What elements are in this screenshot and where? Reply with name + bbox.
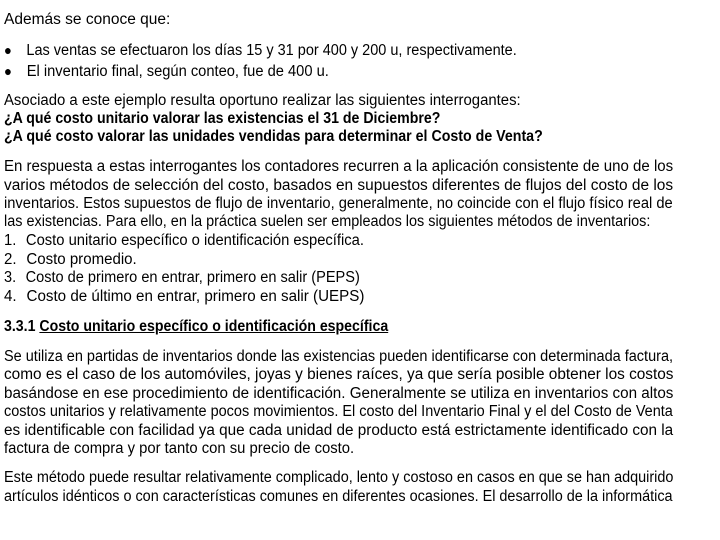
- section-title: Costo unitario específico o identificación específica: [39, 318, 389, 335]
- method-text: Costo unitario específico o identificación específica.: [25, 232, 364, 249]
- method-text: Costo promedio.: [26, 251, 137, 268]
- answer-line: inventarios. Estos supuestos de flujo de inventario, generalmente, no coincide con el flujo físico real de: [4, 195, 673, 212]
- questions-lead: Asociado a este ejemplo resulta oportuno realizar las siguientes interrogantes:: [4, 92, 521, 109]
- method-item: [4, 251, 137, 268]
- bullet-item: [4, 42, 517, 59]
- answer-line: las existencias. Para ello, en la práctica suelen ser empleados los siguientes métodos de inventarios:: [4, 213, 651, 230]
- paragraph-line: es identificable con facilidad ya que cada unidad de producto está estrictamente identificado con la: [4, 422, 674, 439]
- bullet-icon: ●: [4, 42, 12, 58]
- paragraph-line: costos unitarios y relativamente pocos movimientos. El costo del Inventario Final y el del Costo de Venta: [4, 403, 673, 420]
- answer-line: En respuesta a estas interrogantes los contadores recurren a la aplicación consistente de uno de los: [4, 158, 674, 175]
- paragraph-line: artículos idénticos o con características comunes en diferentes ocasiones. El desarrollo de la informática: [4, 488, 673, 505]
- method-text: Costo de último en entrar, primero en salir (UEPS): [26, 288, 365, 305]
- method-number: 4.: [4, 288, 17, 305]
- method-number: 2.: [4, 251, 17, 268]
- paragraph-line: basándose en ese procedimiento de identificación. Generalmente se utiliza en inventarios con altos: [4, 385, 674, 402]
- bullet-text: Las ventas se efectuaron los días 15 y 31 por 400 y 200 u, respectivamente.: [26, 42, 517, 59]
- method-number: 3.: [4, 269, 17, 286]
- question-1: ¿A qué costo unitario valorar las existencias el 31 de Diciembre?: [4, 110, 441, 127]
- intro-heading: Además se conoce que:: [4, 11, 171, 28]
- question-2: ¿A qué costo valorar las unidades vendidas para determinar el Costo de Venta?: [4, 128, 543, 145]
- method-item: [4, 232, 364, 249]
- section-number: 3.3.1: [4, 318, 36, 335]
- paragraph-line: factura de compra y por tanto con su precio de costo.: [4, 440, 355, 457]
- bullet-icon: ●: [4, 63, 13, 79]
- section-heading: [4, 318, 388, 335]
- bullet-item: [4, 63, 329, 80]
- paragraph-line: Se utiliza en partidas de inventarios donde las existencias pueden identificarse con determinada factura,: [4, 348, 674, 365]
- bullet-text: El inventario final, según conteo, fue de 400 u.: [26, 63, 329, 80]
- method-item: [4, 269, 360, 286]
- paragraph-line: como es el caso de los automóviles, joyas y bienes raíces, ya que sería posible obtener los costos: [4, 366, 674, 383]
- paragraph-line: Este método puede resultar relativamente complicado, lento y costoso en casos en que se han adquirido: [4, 469, 674, 486]
- method-item: [4, 288, 364, 305]
- method-text: Costo de primero en entrar, primero en salir (PEPS): [25, 269, 360, 286]
- answer-line: varios métodos de selección del costo, basados en supuestos diferentes de flujos del costo de los: [4, 177, 674, 194]
- method-number: 1.: [4, 232, 17, 249]
